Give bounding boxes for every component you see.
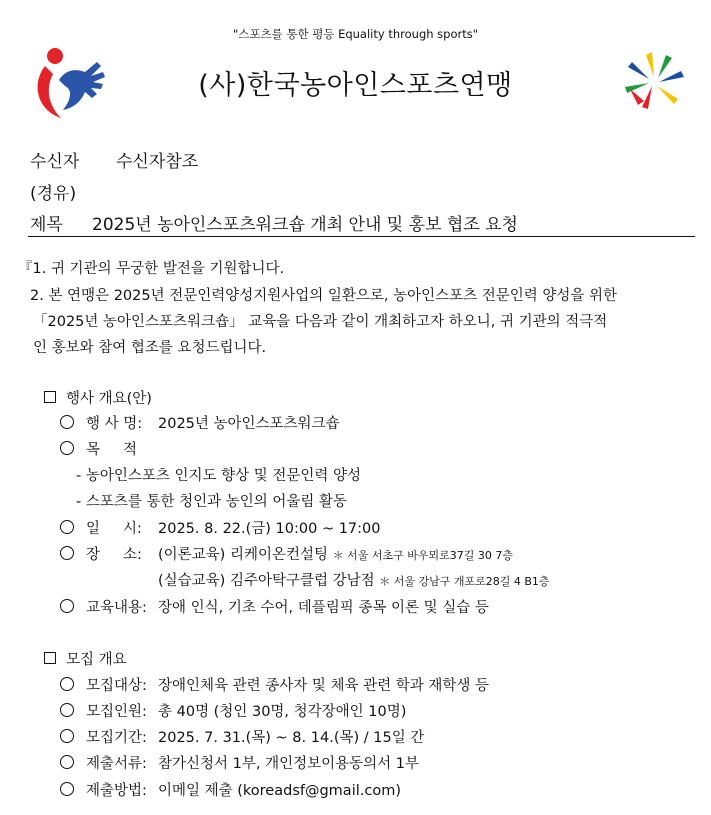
recruit-method-value: 이메일 제출 (koreadsf@gmail.com): [158, 783, 401, 799]
recruit-method-row: [60, 779, 147, 800]
event-place-2: (실습교육) 김주아탁구클럽 강남점 ＊ 서울 강남구 개포로28길 4 B1층: [158, 573, 550, 589]
event-purpose-label: 목 적: [86, 442, 138, 458]
recruit-count-value: 총 40명 (청인 30명, 청각장애인 10명): [158, 704, 407, 720]
event-place-1: (이론교육) 리케이온컨설팅 ＊ 서울 서초구 바우뫼로37길 30 7층: [158, 547, 513, 563]
circle-bullet-icon: [60, 546, 74, 560]
event-heading: 행사 개요(안): [44, 387, 152, 408]
event-place-label: 장 소:: [86, 547, 142, 563]
via-label: (경유): [30, 184, 77, 204]
paragraph-1: 『1. 귀 기관의 무궁한 발전을 기원합니다.: [18, 261, 285, 277]
event-date-label: 일 시:: [86, 521, 142, 537]
square-bullet-icon: [44, 652, 56, 664]
recruit-period-label: 모집기간:: [86, 730, 147, 746]
recruit-heading: 모집 개요: [44, 648, 127, 669]
event-name-value: 2025년 농아인스포츠워크숍: [158, 416, 340, 432]
recipient-value: 수신자참조: [116, 152, 199, 172]
event-name-label: 행 사 명:: [86, 416, 143, 432]
recruit-target-value: 장애인체육 관련 종사자 및 체육 관련 학과 재학생 등: [158, 678, 490, 694]
divider: [28, 236, 695, 237]
organization-name: (사)한국농아인스포츠연맹: [198, 70, 513, 101]
deaflympics-logo: [622, 50, 686, 112]
paragraph-2-line-2: 「2025년 농아인스포츠워크숍」 교육을 다음과 같이 개최하고자 하오니, 귀 기관의 적극적: [33, 314, 608, 330]
recruit-target-label: 모집대상:: [86, 678, 147, 694]
recruit-period-row: [60, 726, 147, 747]
event-name-row: [60, 412, 142, 433]
event-date-row: [60, 517, 142, 538]
recruit-count-row: [60, 700, 147, 721]
event-place-row: [60, 543, 142, 564]
event-date-value: 2025. 8. 22.(금) 10:00 ~ 17:00: [158, 521, 381, 537]
circle-bullet-icon: [60, 441, 74, 455]
recruit-docs-value: 참가신청서 1부, 개인정보이용동의서 1부: [158, 756, 419, 772]
circle-bullet-icon: [60, 677, 74, 691]
circle-bullet-icon: [60, 415, 74, 429]
event-purpose-row: [60, 438, 137, 459]
event-place-2-address: ＊ 서울 강남구 개포로28길 4 B1층: [379, 575, 550, 588]
event-content-row: [60, 596, 147, 617]
square-bullet-icon: [44, 391, 56, 403]
event-place-1-address: ＊ 서울 서초구 바우뫼로37길 30 7층: [332, 549, 513, 562]
circle-bullet-icon: [60, 520, 74, 534]
paragraph-2-line-1: 2. 본 연맹은 2025년 전문인력양성지원사업의 일환으로, 농아인스포츠 전문인력 양성을 위한: [30, 288, 618, 304]
recruit-method-label: 제출방법:: [86, 783, 147, 799]
subject-value: 2025년 농아인스포츠워크숍 개최 안내 및 홍보 협조 요청: [92, 215, 518, 235]
subject-label: 제목: [30, 215, 63, 235]
slogan: "스포츠를 통한 평등 Equality through sports": [232, 27, 479, 41]
recruit-period-value: 2025. 7. 31.(목) ~ 8. 14.(목) / 15일 간: [158, 730, 425, 746]
recruit-docs-label: 제출서류:: [86, 756, 147, 772]
circle-bullet-icon: [60, 599, 74, 613]
circle-bullet-icon: [60, 755, 74, 769]
recruit-count-label: 모집인원:: [86, 704, 147, 720]
circle-bullet-icon: [60, 782, 74, 796]
paragraph-2-line-3: 인 홍보와 참여 협조를 요청드립니다.: [33, 340, 267, 356]
event-content-value: 장애 인식, 기초 수어, 데플림픽 종목 이론 및 실습 등: [158, 600, 489, 616]
event-purpose-1: - 농아인스포츠 인지도 향상 및 전문인력 양성: [76, 468, 362, 484]
recruit-target-row: [60, 674, 147, 695]
event-content-label: 교육내용:: [86, 600, 147, 616]
recipient-label: 수신자: [30, 152, 80, 172]
event-purpose-2: - 스포츠를 통한 청인과 농인의 어울림 활동: [76, 494, 348, 510]
recruit-docs-row: [60, 752, 147, 773]
circle-bullet-icon: [60, 703, 74, 717]
circle-bullet-icon: [60, 729, 74, 743]
